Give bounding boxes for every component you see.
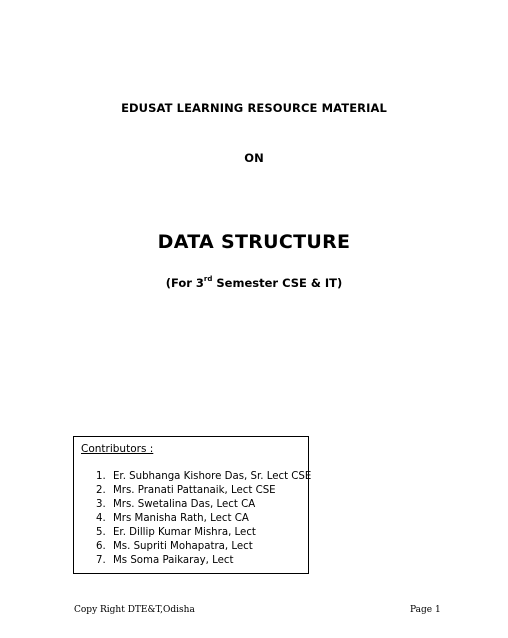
contributor-number: 3. — [96, 499, 106, 510]
resource-heading: EDUSAT LEARNING RESOURCE MATERIAL — [121, 101, 387, 115]
contributor-name: Er. Subhanga Kishore Das, Sr. Lect CSE — [113, 471, 312, 482]
subtitle-superscript: rd — [203, 275, 213, 283]
contributor-item — [96, 512, 311, 526]
contributor-name: Mrs. Swetalina Das, Lect CA — [113, 499, 256, 510]
contributor-name: Mrs Manisha Rath, Lect CA — [113, 513, 249, 524]
contributor-item — [96, 554, 311, 568]
contributors-list — [96, 470, 311, 568]
contributors-heading: Contributors : — [81, 443, 154, 455]
contributor-name: Ms. Supriti Mohapatra, Lect — [113, 541, 253, 552]
contributor-number: 1. — [96, 471, 106, 482]
contributor-number: 4. — [96, 513, 106, 524]
contributor-name: Mrs. Pranati Pattanaik, Lect CSE — [113, 485, 276, 496]
subtitle-suffix: Semester CSE & IT) — [212, 276, 343, 290]
contributor-number: 6. — [96, 541, 106, 552]
subtitle-prefix: (For 3 — [165, 276, 204, 290]
contributor-item — [96, 484, 311, 498]
contributor-number: 5. — [96, 527, 106, 538]
page-number: Page 1 — [410, 605, 441, 615]
copyright-footer: Copy Right DTE&T,Odisha — [74, 605, 195, 615]
on-label: ON — [244, 151, 264, 165]
contributor-item — [96, 498, 311, 512]
contributor-number: 2. — [96, 485, 106, 496]
contributors-box — [73, 436, 312, 574]
contributor-name: Er. Dillip Kumar Mishra, Lect — [113, 527, 256, 538]
document-subtitle — [0, 276, 508, 290]
contributor-item — [96, 526, 311, 540]
contributor-item — [96, 540, 311, 554]
contributor-number: 7. — [96, 555, 106, 566]
document-title: DATA STRUCTURE — [157, 231, 351, 253]
contributor-name: Ms Soma Paikaray, Lect — [113, 555, 234, 566]
contributor-item — [96, 470, 311, 484]
